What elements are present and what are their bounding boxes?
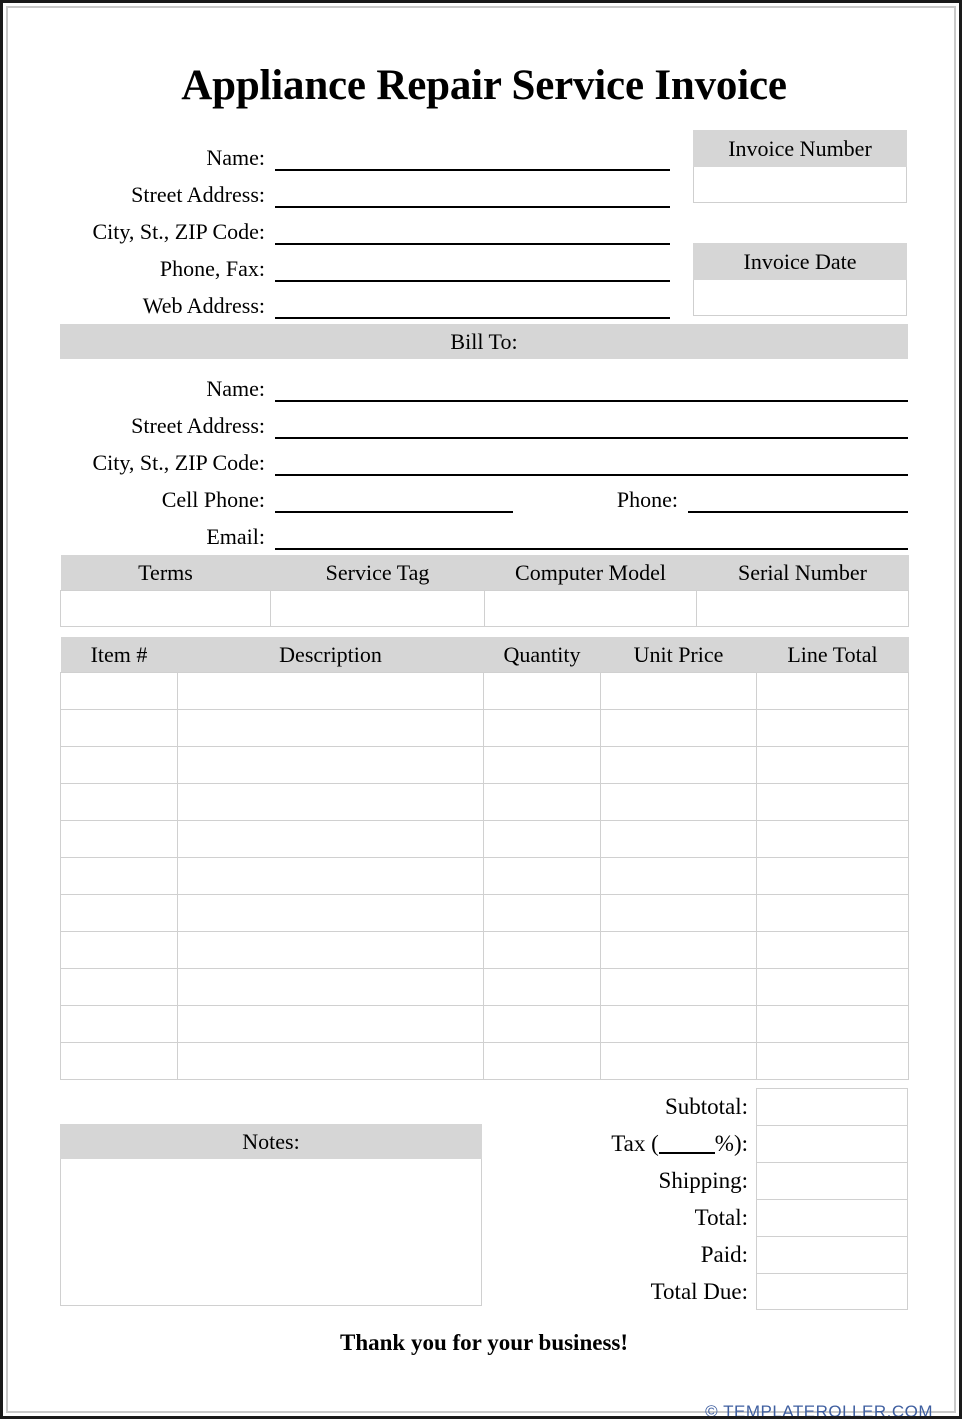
totals-row-total [473, 1199, 908, 1236]
seller-name-label: Name: [206, 145, 265, 170]
line-item-cell[interactable] [178, 821, 484, 858]
terms-cell-terms[interactable] [61, 591, 271, 627]
billto-city-label: City, St., ZIP Code: [92, 450, 265, 475]
seller-info-block [60, 134, 670, 319]
notes-heading: Notes: [60, 1124, 482, 1159]
line-item-cell[interactable] [757, 747, 909, 784]
line-item-cell[interactable] [484, 1043, 601, 1080]
line-item-cell[interactable] [601, 895, 757, 932]
totals-row-paid [473, 1236, 908, 1273]
terms-cell-service-tag[interactable] [271, 591, 485, 627]
terms-header-row [61, 555, 909, 591]
line-item-cell[interactable] [178, 673, 484, 710]
items-col-quantity: Quantity [484, 637, 601, 673]
tax-rate-input[interactable] [659, 1132, 715, 1154]
bill-to-heading: Bill To: [60, 324, 908, 359]
table-row [61, 895, 909, 932]
notes-input[interactable] [60, 1159, 482, 1306]
billto-email-label: Email: [206, 524, 265, 549]
billto-email-input[interactable] [275, 522, 908, 550]
seller-street-label: Street Address: [131, 182, 265, 207]
billto-name-input[interactable] [275, 374, 908, 402]
tax-suffix: %): [714, 1131, 748, 1156]
subtotal-label: Subtotal: [664, 1094, 748, 1119]
line-item-cell[interactable] [601, 932, 757, 969]
billto-field-email [60, 513, 908, 550]
line-item-cell[interactable] [61, 1006, 178, 1043]
line-item-cell[interactable] [601, 969, 757, 1006]
line-item-cell[interactable] [61, 784, 178, 821]
line-item-cell[interactable] [757, 710, 909, 747]
line-item-cell[interactable] [178, 747, 484, 784]
line-item-cell[interactable] [178, 1006, 484, 1043]
seller-web-input[interactable] [275, 291, 670, 319]
totals-row-tax [473, 1125, 908, 1162]
line-item-cell[interactable] [61, 747, 178, 784]
table-row [61, 1043, 909, 1080]
shipping-value[interactable] [756, 1162, 908, 1199]
line-item-cell[interactable] [757, 858, 909, 895]
table-row [61, 858, 909, 895]
tax-label [473, 1125, 756, 1162]
billto-field-city [60, 439, 908, 476]
terms-col-terms: Terms [61, 555, 271, 591]
line-item-cell[interactable] [484, 969, 601, 1006]
seller-field-city [60, 208, 670, 245]
line-item-cell[interactable] [178, 895, 484, 932]
invoice-date-label: Invoice Date [693, 243, 907, 280]
terms-table [60, 555, 909, 627]
line-item-cell[interactable] [178, 858, 484, 895]
line-item-cell[interactable] [61, 1043, 178, 1080]
items-col-line-total: Line Total [757, 637, 909, 673]
billto-cell-phone-input[interactable] [275, 485, 513, 513]
line-item-cell[interactable] [601, 784, 757, 821]
totals-row-subtotal [473, 1088, 908, 1125]
paid-label: Paid: [700, 1242, 748, 1267]
billto-street-label: Street Address: [131, 413, 265, 438]
seller-city-input[interactable] [275, 217, 670, 245]
terms-cell-serial-number[interactable] [697, 591, 909, 627]
table-row [61, 673, 909, 710]
tax-prefix: Tax ( [611, 1131, 659, 1156]
line-item-cell[interactable] [601, 1006, 757, 1043]
terms-cell-computer-model[interactable] [485, 591, 697, 627]
terms-col-serial-number: Serial Number [697, 555, 909, 591]
line-item-cell[interactable] [757, 1043, 909, 1080]
line-item-cell[interactable] [601, 673, 757, 710]
total-due-label: Total Due: [650, 1279, 748, 1304]
items-header-row [61, 637, 909, 673]
invoice-number-box [693, 130, 907, 203]
total-value[interactable] [756, 1199, 908, 1236]
bill-to-block [60, 365, 908, 550]
billto-cell-phone-label: Cell Phone: [161, 487, 265, 512]
items-col-description: Description [178, 637, 484, 673]
seller-name-input[interactable] [275, 143, 670, 171]
items-col-item-number: Item # [61, 637, 178, 673]
seller-web-label: Web Address: [142, 293, 265, 318]
table-row [61, 784, 909, 821]
line-item-cell[interactable] [61, 821, 178, 858]
billto-street-input[interactable] [275, 411, 908, 439]
seller-street-input[interactable] [275, 180, 670, 208]
table-row [61, 591, 909, 627]
line-item-cell[interactable] [484, 858, 601, 895]
billto-field-phones [60, 476, 908, 513]
seller-phone-input[interactable] [275, 254, 670, 282]
page-title: Appliance Repair Service Invoice [181, 62, 787, 109]
line-items-body [61, 673, 909, 1080]
seller-field-street [60, 171, 670, 208]
line-item-cell[interactable] [178, 710, 484, 747]
line-item-cell[interactable] [61, 673, 178, 710]
billto-name-label: Name: [206, 376, 265, 401]
line-item-cell[interactable] [61, 969, 178, 1006]
line-item-cell[interactable] [757, 895, 909, 932]
line-item-cell[interactable] [757, 969, 909, 1006]
terms-col-service-tag: Service Tag [271, 555, 485, 591]
line-item-cell[interactable] [757, 821, 909, 858]
invoice-number-label: Invoice Number [693, 130, 907, 167]
seller-phone-label: Phone, Fax: [159, 256, 265, 281]
items-col-unit-price: Unit Price [601, 637, 757, 673]
line-item-cell[interactable] [601, 821, 757, 858]
notes-box [60, 1124, 482, 1306]
billto-city-input[interactable] [275, 448, 908, 476]
seller-field-phone [60, 245, 670, 282]
table-row [61, 821, 909, 858]
line-item-cell[interactable] [601, 710, 757, 747]
table-row [61, 969, 909, 1006]
tax-value[interactable] [756, 1125, 908, 1162]
line-item-cell[interactable] [484, 1006, 601, 1043]
templateroller-watermark: © TEMPLATEROLLER.COM [705, 1402, 933, 1419]
total-label: Total: [694, 1205, 748, 1230]
billto-phone-label: Phone: [616, 487, 678, 512]
table-row [61, 932, 909, 969]
invoice-date-box [693, 243, 907, 316]
paid-value[interactable] [756, 1236, 908, 1273]
billto-field-name [60, 365, 908, 402]
billto-phone-input[interactable] [688, 485, 908, 513]
line-item-cell[interactable] [61, 858, 178, 895]
line-item-cell[interactable] [757, 932, 909, 969]
line-item-cell[interactable] [484, 821, 601, 858]
seller-field-name [60, 134, 670, 171]
totals-row-total-due [473, 1273, 908, 1310]
line-item-cell[interactable] [757, 784, 909, 821]
subtotal-value[interactable] [756, 1088, 908, 1125]
line-item-cell[interactable] [61, 932, 178, 969]
line-items-table [60, 637, 909, 1080]
line-item-cell[interactable] [61, 710, 178, 747]
line-item-cell[interactable] [484, 710, 601, 747]
line-item-cell[interactable] [757, 1006, 909, 1043]
line-item-cell[interactable] [484, 932, 601, 969]
line-item-cell[interactable] [178, 969, 484, 1006]
totals-row-shipping [473, 1162, 908, 1199]
seller-field-web [60, 282, 670, 319]
invoice-number-input[interactable] [693, 167, 907, 203]
line-item-cell[interactable] [178, 932, 484, 969]
invoice-content [3, 3, 962, 1419]
table-row [61, 710, 909, 747]
totals-block [473, 1088, 908, 1310]
billto-field-street [60, 402, 908, 439]
terms-col-computer-model: Computer Model [485, 555, 697, 591]
table-row [61, 1006, 909, 1043]
line-item-cell[interactable] [484, 673, 601, 710]
line-item-cell[interactable] [601, 747, 757, 784]
line-item-cell[interactable] [484, 784, 601, 821]
thank-you-message: Thank you for your business! [339, 1330, 629, 1355]
line-item-cell[interactable] [757, 673, 909, 710]
shipping-label: Shipping: [658, 1168, 748, 1193]
line-item-cell[interactable] [178, 1043, 484, 1080]
line-item-cell[interactable] [178, 784, 484, 821]
line-item-cell[interactable] [601, 1043, 757, 1080]
invoice-date-input[interactable] [693, 280, 907, 316]
seller-city-label: City, St., ZIP Code: [92, 219, 265, 244]
line-item-cell[interactable] [61, 895, 178, 932]
line-item-cell[interactable] [484, 747, 601, 784]
table-row [61, 747, 909, 784]
line-item-cell[interactable] [601, 858, 757, 895]
total-due-value[interactable] [756, 1273, 908, 1310]
line-item-cell[interactable] [484, 895, 601, 932]
